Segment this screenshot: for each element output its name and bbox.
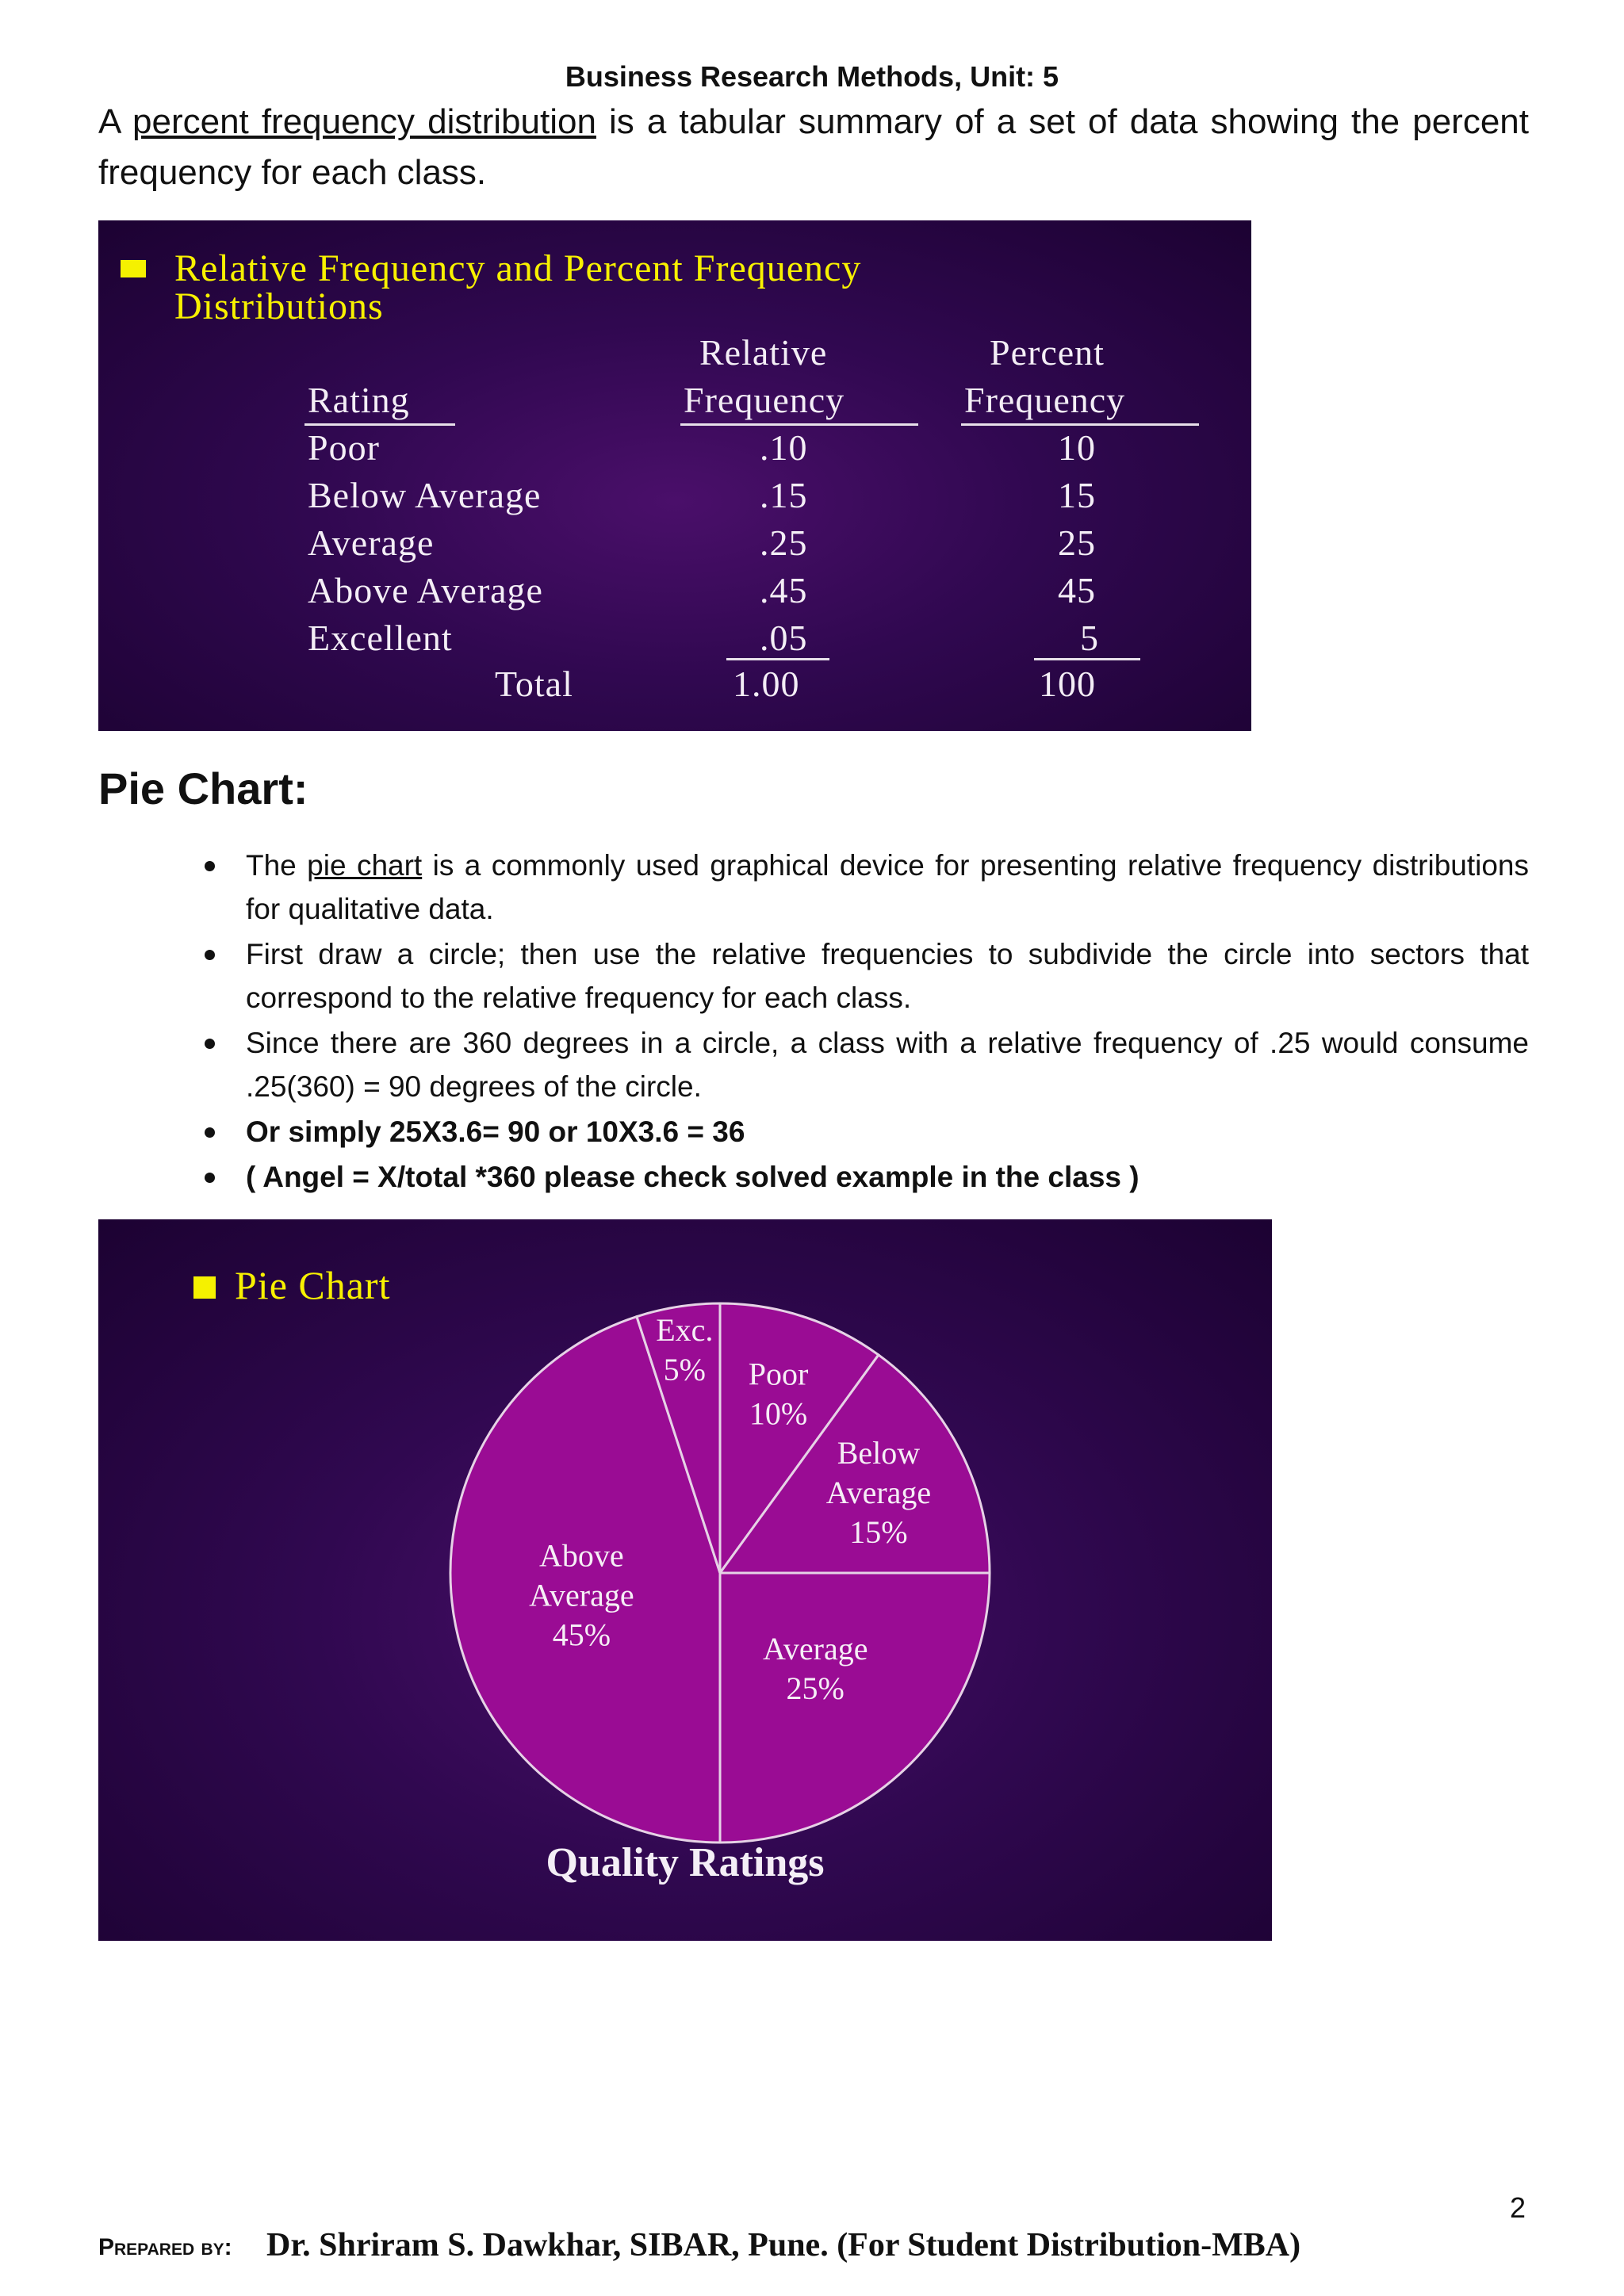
pie-slice-label: 45% xyxy=(552,1617,611,1653)
row-rating: Excellent xyxy=(308,618,453,658)
table-slide-title-line2: Distributions xyxy=(174,285,384,327)
col-percent-top: Percent xyxy=(990,332,1105,373)
row-relative: .15 xyxy=(760,475,808,515)
footer-prefix: Prepared by: xyxy=(98,2234,232,2260)
pie-slice-label: 15% xyxy=(849,1514,908,1551)
pie-slice xyxy=(720,1573,990,1843)
rating-underline xyxy=(304,423,455,426)
intro-prefix: A xyxy=(98,102,132,141)
list-item xyxy=(98,844,1529,931)
frequency-table-slide xyxy=(98,220,1251,731)
bullet-list xyxy=(98,844,1529,1200)
list-item: Or simply 25X3.6= 90 or 10X3.6 = 36 xyxy=(98,1110,1529,1154)
pie-slice-label: Poor xyxy=(748,1356,809,1392)
pie-slice-label: Average xyxy=(825,1475,932,1511)
percent-total-underline xyxy=(1034,658,1140,660)
row-rating: Poor xyxy=(308,427,380,468)
total-percent: 100 xyxy=(1039,664,1096,704)
list-item: First draw a circle; then use the relative frequencies to subdivide the circle into sectors that correspond to the relative frequency for each class. xyxy=(98,932,1529,1020)
percent-underline xyxy=(961,423,1199,426)
pie-slice-label: Exc. xyxy=(656,1311,714,1348)
row-relative: .25 xyxy=(760,522,808,563)
page-header: Business Research Methods, Unit: 5 xyxy=(565,60,1059,93)
list-item: Since there are 360 degrees in a circle, a class with a relative frequency of .25 would consume .25(360) = 90 degrees of the circle. xyxy=(98,1021,1529,1108)
col-percent-bottom: Frequency xyxy=(964,380,1126,420)
pie-slice-label: 5% xyxy=(663,1351,706,1387)
row-rating: Average xyxy=(308,522,435,563)
total-relative: 1.00 xyxy=(733,664,800,704)
section-title: Pie Chart: xyxy=(98,763,308,813)
pie-chart-slide xyxy=(98,1219,1272,1941)
pie-slice-label: Below xyxy=(837,1435,921,1471)
row-rating: Below Average xyxy=(308,475,542,515)
pie-slide-title: Pie Chart xyxy=(235,1263,391,1307)
row-percent: 25 xyxy=(1058,522,1096,563)
pie-slice-label: Average xyxy=(529,1577,634,1613)
table-slide-title-line1: Relative Frequency and Percent Frequency xyxy=(174,247,862,289)
row-percent: 5 xyxy=(1080,618,1099,658)
pie-slice-label: 10% xyxy=(749,1395,808,1432)
relative-underline xyxy=(680,423,918,426)
list-item: ( Angel = X/total *360 please check solved example in the class ) xyxy=(98,1155,1529,1199)
row-rating: Above Average xyxy=(308,570,543,610)
total-label: Total xyxy=(495,664,573,704)
intro-rest: is a tabular summary of a set of data showing the percent frequency for each class. xyxy=(98,102,1529,192)
col-relative-top: Relative xyxy=(699,332,828,373)
row-relative: .10 xyxy=(760,427,808,468)
pie-chart xyxy=(98,1219,1272,1941)
col-rating-header: Rating xyxy=(308,380,410,420)
row-relative: .45 xyxy=(760,570,808,610)
row-relative: .05 xyxy=(760,618,808,658)
intro-paragraph xyxy=(98,97,1529,198)
pie-caption: Quality Ratings xyxy=(546,1840,825,1885)
row-percent: 45 xyxy=(1058,570,1096,610)
row-percent: 15 xyxy=(1058,475,1096,515)
intro-term: percent frequency distribution xyxy=(132,102,596,141)
col-relative-bottom: Frequency xyxy=(684,380,845,420)
pie-slice-label: Average xyxy=(762,1631,868,1667)
slide-bullet-icon xyxy=(121,260,146,277)
bullet-1-rest: is a commonly used graphical device for presenting relative frequency distributions for qualitative data. xyxy=(246,849,1530,925)
pie-slice-label: Above xyxy=(539,1537,624,1574)
relative-total-underline xyxy=(726,658,829,660)
page-number: 2 xyxy=(1510,2191,1526,2224)
bullet-1-term: pie chart xyxy=(307,849,423,882)
bullet-1-prefix: The xyxy=(246,849,308,882)
footer-text: Dr. Shriram S. Dawkhar, SIBAR, Pune. (For Student Distribution-MBA) xyxy=(266,2227,1301,2263)
pie-slice-label: 25% xyxy=(786,1670,845,1707)
row-percent: 10 xyxy=(1058,427,1096,468)
